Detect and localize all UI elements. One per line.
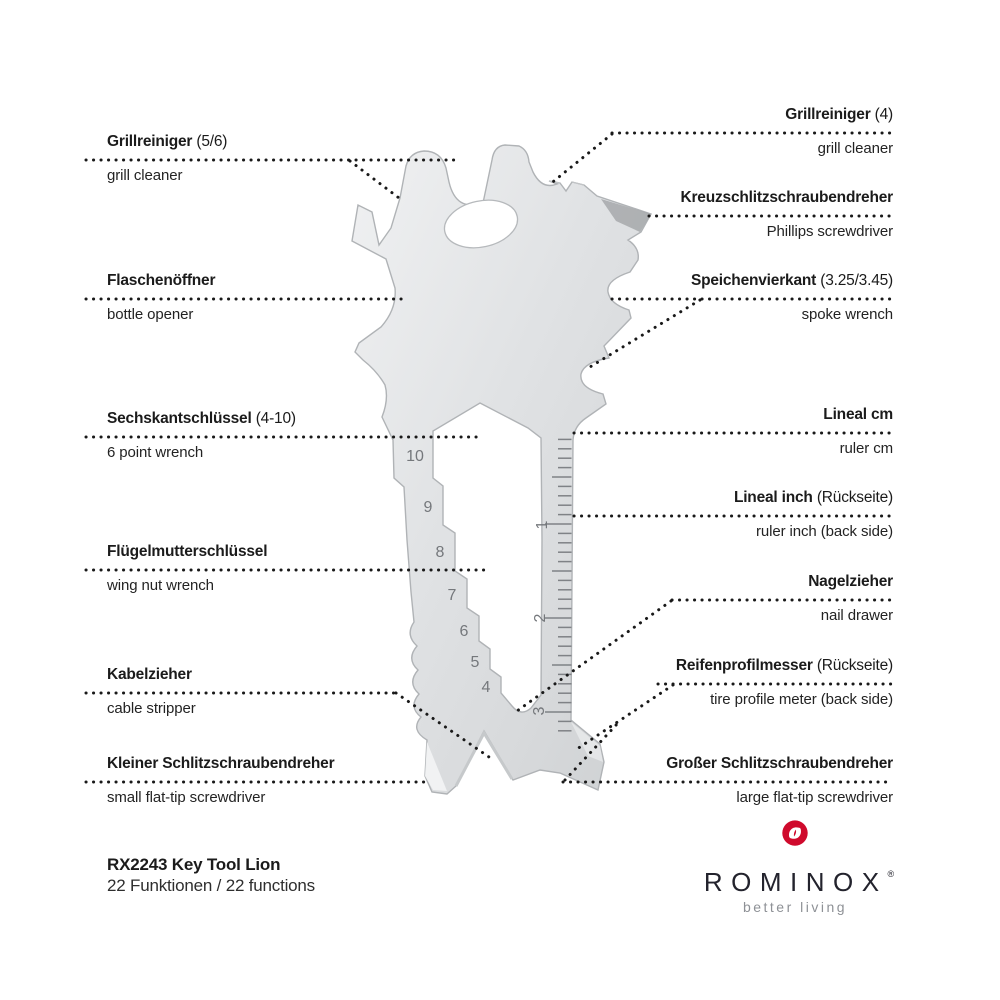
label-en: ruler inch (back side) xyxy=(755,523,893,540)
label-de: Großer Schlitzschraubendreher xyxy=(666,755,893,772)
label-note: (3.25/3.45) xyxy=(820,272,893,289)
label-de: Lineal inch (Rückseite) xyxy=(733,489,893,506)
label-grillreiniger-5-6 xyxy=(107,133,227,185)
label-kabelzieher xyxy=(107,666,196,718)
label-en: spoke wrench xyxy=(801,306,893,323)
hex-size-number-5: 5 xyxy=(470,654,480,671)
label-de: Kleiner Schlitzschraubendreher xyxy=(107,755,335,772)
label-flaschenoeffner xyxy=(107,272,215,324)
label-de: Kreuzschlitzschraubendreher xyxy=(680,189,893,206)
label-speichenvierkant xyxy=(691,272,893,324)
product-name: RX2243 Key Tool Lion xyxy=(107,855,281,874)
label-en: small flat-tip screwdriver xyxy=(107,789,266,806)
ruler-cm-number-3: 3 xyxy=(531,706,548,716)
leader-line xyxy=(549,134,612,185)
label-de: Flügelmutterschlüssel xyxy=(107,543,268,560)
rominox-logo-icon xyxy=(779,818,811,850)
label-grillreiniger-4 xyxy=(785,106,893,158)
label-en: 6 point wrench xyxy=(107,444,204,461)
label-note: (Rückseite) xyxy=(816,489,893,506)
hex-size-number-6: 6 xyxy=(459,623,469,640)
leader-line xyxy=(350,161,399,198)
hex-size-number-8: 8 xyxy=(435,544,445,561)
label-de: Grillreiniger (4) xyxy=(785,106,893,123)
label-de: Reifenprofilmesser (Rückseite) xyxy=(675,657,893,674)
label-en: grill cleaner xyxy=(817,140,893,157)
label-en: bottle opener xyxy=(107,306,194,323)
label-lineal-cm xyxy=(823,406,893,458)
label-de: Sechskantschlüssel (4-10) xyxy=(107,410,296,427)
label-kreuzschlitzschraubendreher xyxy=(680,189,893,241)
hex-size-number-10: 10 xyxy=(406,448,424,465)
tool-body xyxy=(352,145,651,794)
label-note: (5/6) xyxy=(196,133,228,150)
label-en: tire profile meter (back side) xyxy=(710,691,893,708)
hex-size-number-9: 9 xyxy=(423,499,433,516)
label-de: Lineal cm xyxy=(823,406,893,423)
label-de: Speichenvierkant (3.25/3.45) xyxy=(690,272,893,289)
ruler-cm-number-1: 1 xyxy=(534,520,551,530)
label-note: (Rückseite) xyxy=(816,657,893,674)
label-en: grill cleaner xyxy=(107,167,183,184)
product-function-count: 22 Funktionen / 22 functions xyxy=(107,876,315,895)
label-en: large flat-tip screwdriver xyxy=(736,789,893,806)
label-en: wing nut wrench xyxy=(107,577,214,594)
brand-tagline: better living xyxy=(742,899,848,915)
label-en: nail drawer xyxy=(820,607,893,624)
brand-wordmark: ROMINOX® xyxy=(703,867,895,897)
label-kleiner-schlitzschraubendreher xyxy=(107,755,334,807)
label-fluegelmutterschluessel xyxy=(107,543,267,595)
label-note: (4-10) xyxy=(255,410,296,427)
label-note: (4) xyxy=(874,106,893,123)
label-nagelzieher xyxy=(808,573,893,625)
label-reifenprofilmesser xyxy=(676,657,893,709)
hex-size-number-4: 4 xyxy=(481,679,491,696)
ruler-cm-number-2: 2 xyxy=(532,613,549,623)
label-grosser-schlitzschraubendreher xyxy=(666,755,893,807)
label-de: Nagelzieher xyxy=(808,573,893,590)
label-de: Kabelzieher xyxy=(107,666,192,683)
brand-logo xyxy=(690,818,900,915)
registered-mark: ® xyxy=(887,869,895,879)
label-en: ruler cm xyxy=(839,440,893,457)
label-lineal-inch xyxy=(734,489,893,541)
label-de: Grillreiniger (5/6) xyxy=(107,133,228,150)
label-en: cable stripper xyxy=(107,700,196,717)
label-en: Phillips screwdriver xyxy=(766,223,893,240)
hex-size-number-7: 7 xyxy=(447,587,457,604)
label-sechskantschluessel xyxy=(107,410,296,462)
product-info xyxy=(107,854,315,896)
label-de: Flaschenöffner xyxy=(107,272,216,289)
